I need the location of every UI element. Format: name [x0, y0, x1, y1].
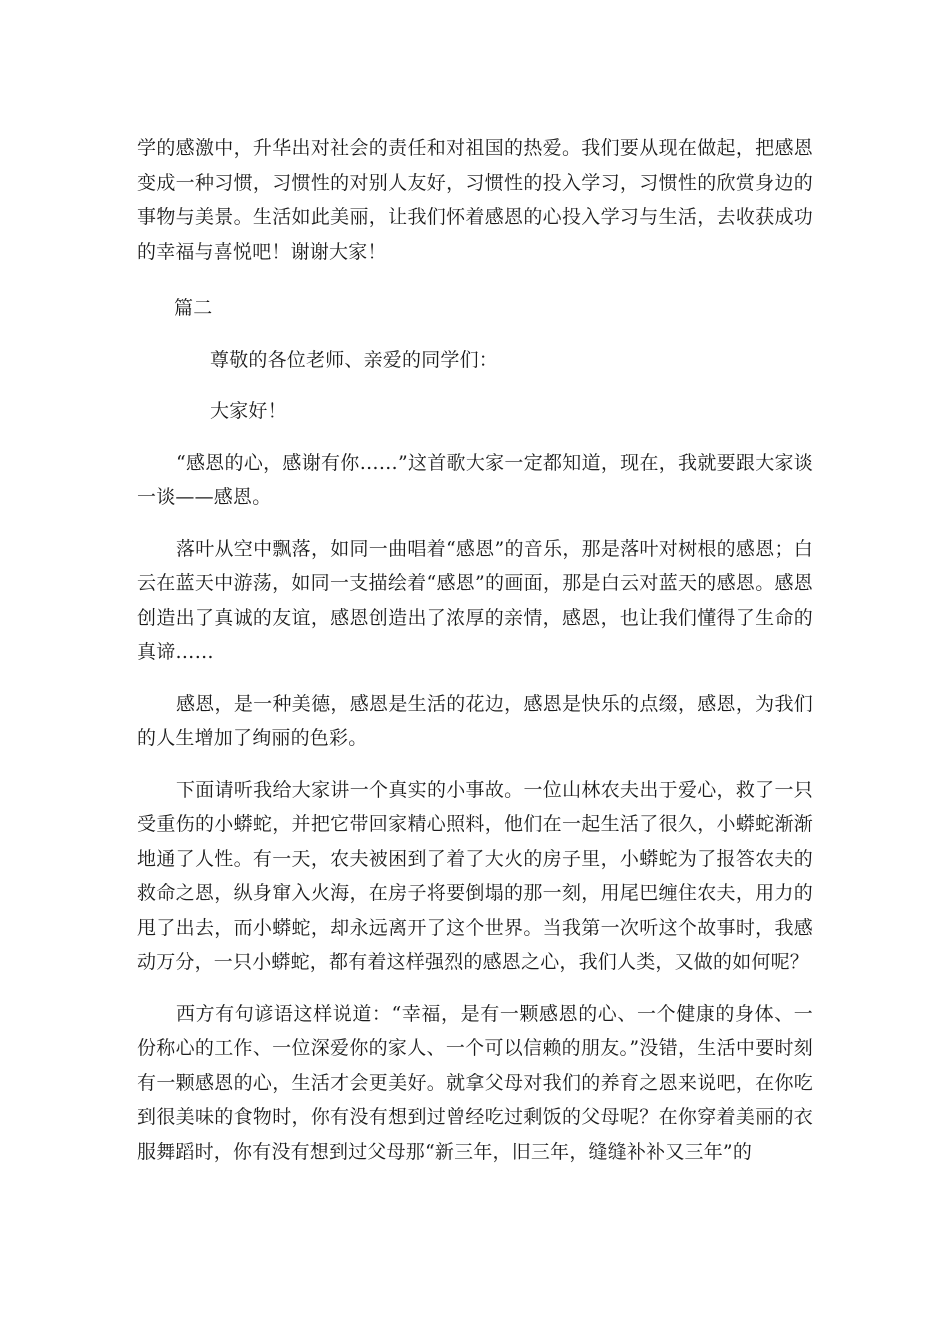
salutation: 尊敬的各位老师、亲爱的同学们： [210, 348, 499, 371]
document-body [137, 131, 813, 1186]
paragraph-proverb: 西方有句谚语这样说道：“幸福，是有一颗感恩的心、一个健康的身体、一份称心的工作、一位深爱你的家人、一个可以信赖的朋友。”没错，生活中要时刻有一颗感恩的心，生活才会更美好。就拿父母对我们的养育之恩来说吧，在你吃到很美味的食物时，你有没有想到过曾经吃过剩饭的父母呢？在你穿着美丽的衣服舞蹈时，你有没有想到过父母那“新三年，旧三年，缝缝补补又三年”的 [137, 1002, 813, 1163]
paragraph-story: 下面请听我给大家讲一个真实的小事故。一位山林农夫出于爱心，救了一只受重伤的小蟒蛇，并把它带回家精心照料，他们在一起生活了很久，小蟒蛇渐渐地通了人性。有一天，农夫被困到了着了大火的房子里，小蟒蛇为了报答农夫的救命之恩，纵身窜入火海，在房子将要倒塌的那一刻，用尾巴缠住农夫，用力的甩了出去，而小蟒蛇，却永远离开了这个世界。当我第一次听这个故事时，我感动万分，一只小蟒蛇，都有着这样强烈的感恩之心，我们人类，又做的如何呢？ [137, 778, 813, 973]
paragraph-closing: 学的感激中，升华出对社会的责任和对祖国的热爱。我们要从现在做起，把感恩变成一种习惯，习惯性的对别人友好，习惯性的投入学习，习惯性的欣赏身边的事物与美景。生活如此美丽，让我们怀着感恩的心投入学习与生活，去收获成功的幸福与喜悦吧！谢谢大家！ [137, 137, 813, 263]
paragraph-intro: “感恩的心，感谢有你……”这首歌大家一定都知道，现在，我就要跟大家谈一谈——感恩。 [137, 451, 813, 508]
paragraph-virtue: 感恩，是一种美德，感恩是生活的花边，感恩是快乐的点缀，感恩，为我们的人生增加了绚丽的色彩。 [137, 692, 813, 749]
paragraph-leaves: 落叶从空中飘落，如同一曲唱着“感恩”的音乐，那是落叶对树根的感恩；白云在蓝天中游荡，如同一支描绘着“感恩”的画面，那是白云对蓝天的感恩。感恩创造出了真诚的友谊，感恩创造出了浓厚的亲情，感恩，也让我们懂得了生命的真谛…… [137, 537, 813, 663]
section-heading: 篇二 [174, 297, 213, 319]
greeting: 大家好！ [210, 400, 287, 422]
